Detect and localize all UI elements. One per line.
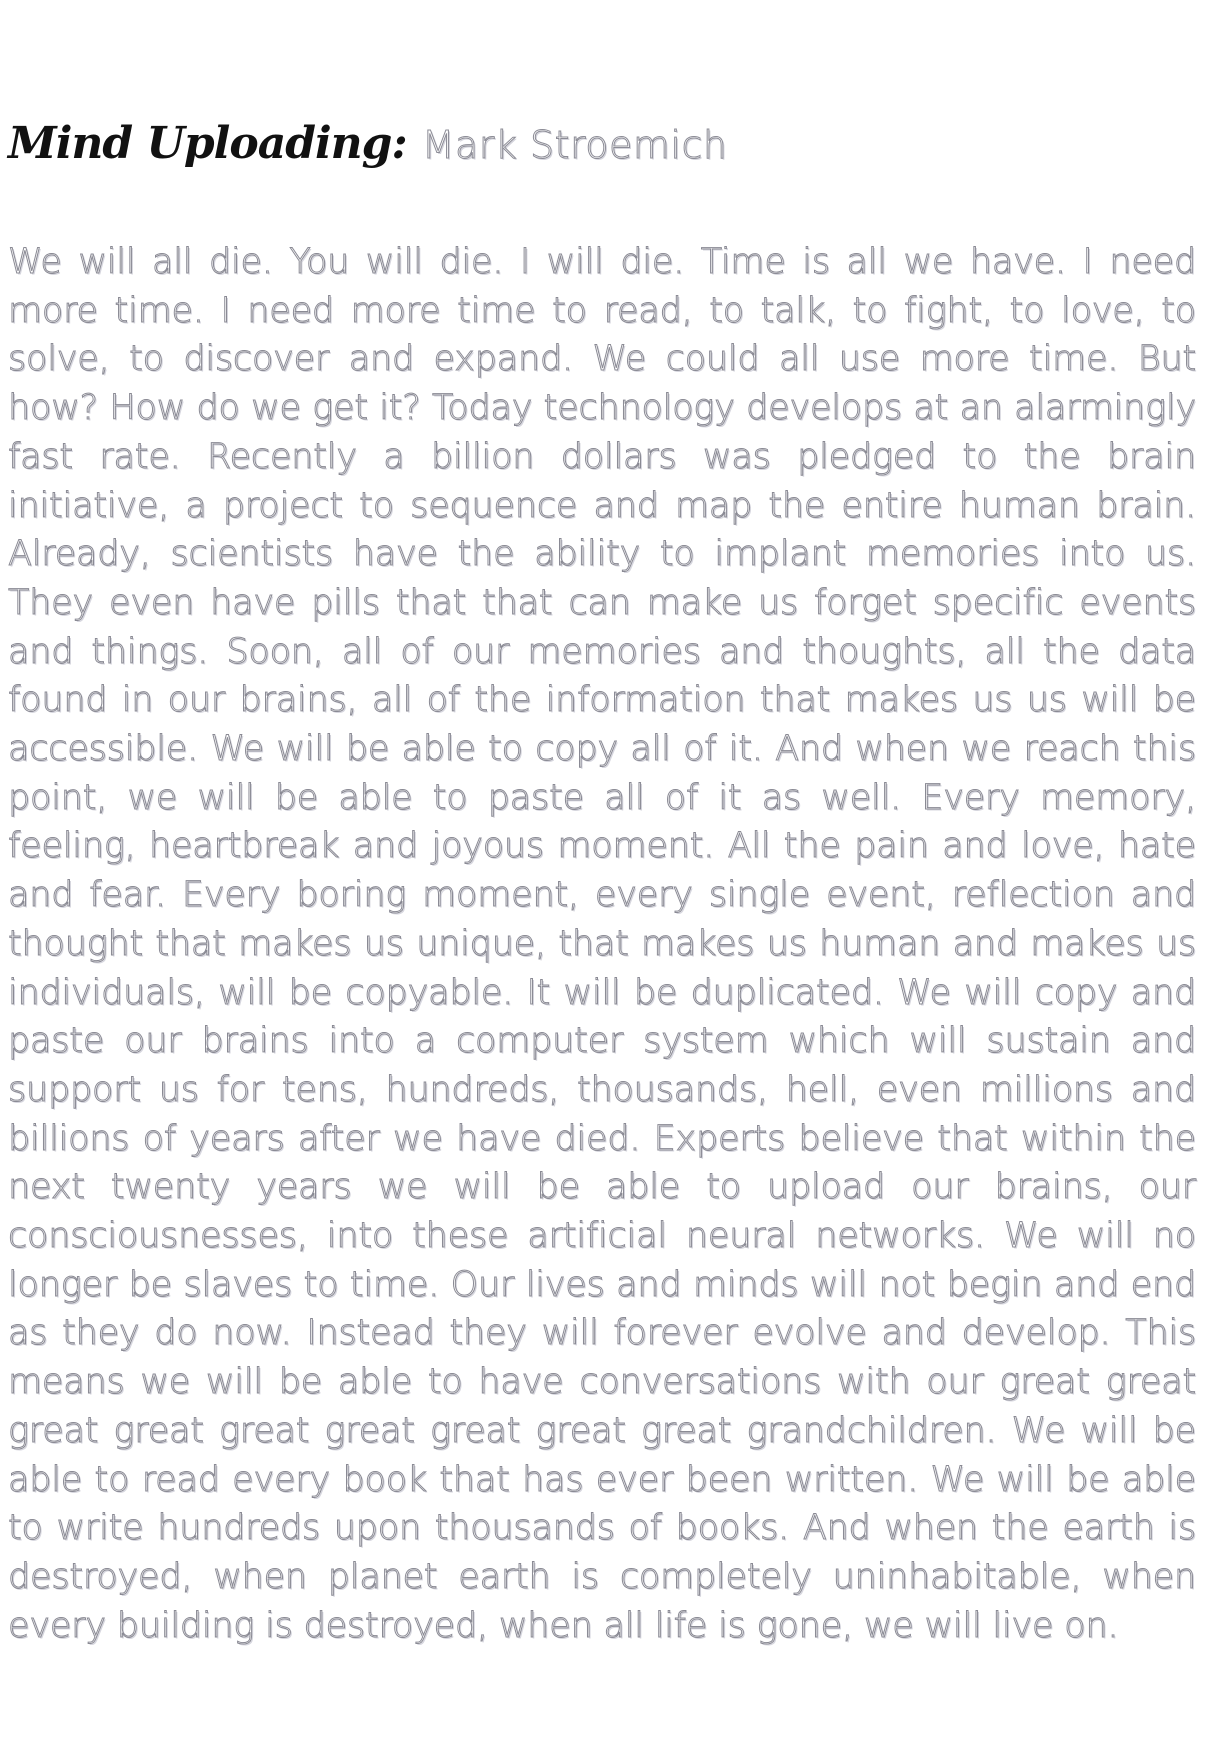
body-paragraph: We will all die. You will die. I will die. Time is all we have. I need more time. I need more time to read, to talk, to fight, to love, to solve, to discover and expand. We could all use more time. But how? How do we get it? Today technology develops at an alarmingly fast rate. Recently a billion dollars was pledged to the brain initiative, a project to sequence and map the entire human brain. Already, scientists have the ability to implant memories into us. They even have pills that that can make us forget specific events and things. Soon, all of our memories and thoughts, all the data found in our brains, all of the information that makes us us will be accessible. We will be able to copy all of it. And when we reach this point, we will be able to paste all of it as well. Every memory, feeling, heartbreak and joyous moment. All the pain and love, hate and fear. Every boring moment, every single event, reflection and thought that makes us unique, that makes us human and makes us individuals, will be copyable. It will be duplicated. We will copy and paste our brains into a computer system which will sustain and support us for tens, hundreds, thousands, hell, even millions and billions of years after we have died. Experts believe that within the next twenty years we will be able to upload our brains, our consciousnesses, into these artificial neural networks. We will no longer be slaves to time. Our lives and minds will not begin and end as they do now. Instead they will forever evolve and develop. This means we will be able to have conversations with our great great great great great great great great great grandchildren. We will be able to read every book that has ever been written. We will be able to write hundreds upon thousands of books. And when the earth is destroyed, when planet earth is completely uninhabitable, when every building is destroyed, when all life is gone, we will live on. [8,242,1196,1646]
title-line [8,118,1196,182]
document-page [8,118,1196,1650]
author-name: Mark Stroemich [421,123,728,167]
title-separator: : [391,118,408,169]
document-title: Mind Uploading [8,118,392,169]
